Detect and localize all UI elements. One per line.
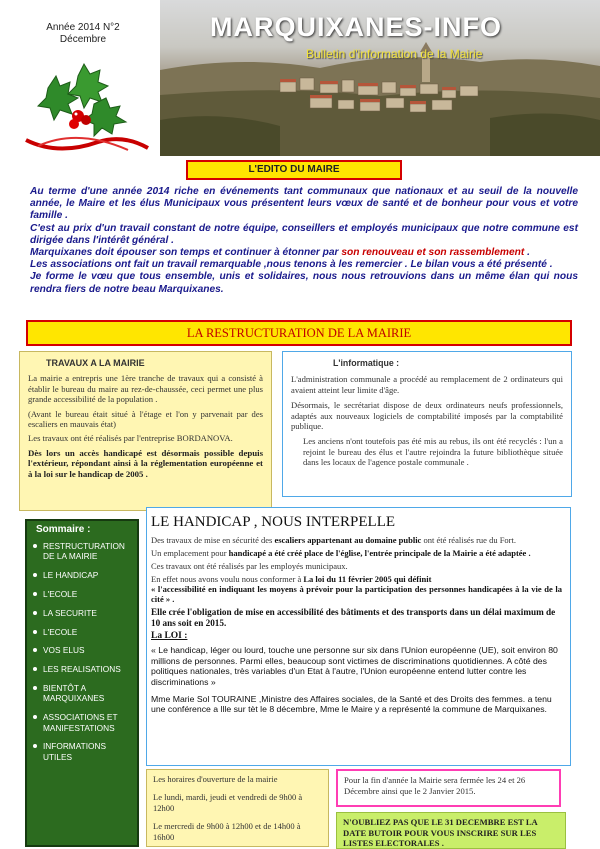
sommaire-item[interactable]: ASSOCIATIONS ET MANIFESTATIONS [31, 712, 133, 733]
handicap-text-run: ont été réalisés rue du Fort. [421, 535, 516, 545]
issue-month: Décembre [59, 34, 107, 45]
newsletter-title: MARQUIXANES-INFO [210, 12, 502, 42]
handicap-paragraph [151, 548, 562, 558]
horaires-line: Les horaires d'ouverture de la mairie [153, 774, 278, 784]
edito-highlight: son renouveau et son rassemblement [341, 247, 525, 259]
handicap-text-run: Un emplacement pour [151, 548, 229, 558]
handicap-text-run: Des travaux de mise en sécurité des [151, 535, 275, 545]
newsletter-subtitle: Bulletin d'information de la Mairie [306, 47, 483, 61]
edito-text-run: Marquixanes doit épouser son temps et continuer à étonner par [30, 247, 342, 259]
edito-heading: L'EDITO DU MAIRE [186, 160, 402, 180]
travaux-paragraph: (Avant le bureau était situé à l'étage et l'on y parvenait par des escaliers en mauvais état) [28, 408, 263, 430]
travaux-heading: TRAVAUX A LA MAIRIE [46, 358, 145, 368]
sommaire-heading: Sommaire : [36, 524, 91, 535]
sommaire-item[interactable]: L'ECOLE [31, 589, 133, 599]
travaux-paragraph-bold: Dès lors un accès handicapé est désormais possible depuis l'extérieur, répondant ainsi à la réglementation européenne et à la loi sur le handicap de 2005 . [28, 447, 263, 479]
handicap-law-reference: La loi du 11 février 2005 qui définit [303, 574, 432, 584]
handicap-box [146, 507, 571, 766]
handicap-paragraph [151, 535, 562, 545]
horaires-line: Le mercredi de 9h00 à 12h00 et de 14h00 à 16h00 [153, 821, 301, 842]
issue-info [28, 22, 138, 46]
holly-icon [18, 58, 158, 153]
handicap-bold-run: escaliers appartenant au domaine public [274, 535, 422, 545]
travaux-paragraph: Les travaux ont été réalisés par l'entreprise BORDANOVA. [28, 433, 233, 444]
sommaire-item[interactable]: L'ECOLE [31, 627, 133, 637]
sommaire-item[interactable]: BIENTÔT A MARQUIXANES [31, 683, 133, 704]
sommaire-item[interactable]: LE HANDICAP [31, 570, 133, 580]
handicap-paragraph: Ces travaux ont été réalisés par les employés municipaux. [151, 561, 348, 571]
edito-paragraph: Je forme le vœu que tous ensemble, unis et solidaires, nous nous retrouvions dans un même élan qui nous rendra fiers de notre beau Marquixanes. [30, 271, 578, 295]
informatique-box [282, 351, 572, 497]
informatique-paragraph: L'administration communale a procédé au remplacement de 2 ordinateurs qui avaient atteint leur limite d'âge. [291, 374, 563, 395]
sommaire-item[interactable]: RESTRUCTURATION DE LA MAIRIE [31, 541, 133, 562]
handicap-heading: LE HANDICAP , NOUS INTERPELLE [151, 514, 396, 530]
fermeture-notice: Pour la fin d'année la Mairie sera fermée les 24 et 26 Décembre ainsi que le 2 Janvier 2015. [336, 769, 561, 807]
handicap-bold-run: handicapé a été créé place de l'église, l'entrée principale de la Mairie a été adaptée . [228, 548, 531, 558]
sommaire-item[interactable]: VOS ELUS [31, 645, 133, 655]
sommaire-item[interactable]: LA SECURITE [31, 608, 133, 618]
sommaire-list [31, 541, 133, 762]
travaux-paragraph: La mairie a entrepris une 1ère tranche de travaux qui a consisté à établir le bureau du maire au rez-de-chaussée, ceci permet une plus grande accessibilité de la population . [28, 373, 263, 405]
issue-year-number: Année 2014 N°2 [46, 22, 120, 33]
village-photo-banner [160, 0, 600, 156]
informatique-paragraph: Désormais, le secrétariat dispose de deux ordinateurs neufs professionnels, adaptés aux nouveaux logiciels de comptabilité imposés par la comptabilité publique. [291, 400, 563, 432]
listes-electorales-notice: N'OUBLIEZ PAS QUE LE 31 DECEMBRE EST LA DATE BUTOIR POUR VOUS INSCRIRE SUR LES LISTES ELECTORALES . [336, 812, 566, 849]
loi-label: La LOI : [151, 631, 188, 642]
handicap-text-run: En effet nous avons voulu nous conformer à [151, 574, 304, 584]
horaires-box [146, 769, 329, 847]
sommaire-sidebar [25, 519, 139, 847]
edito-paragraph: C'est au prix d'un travail constant de notre équipe, conseillers et employés municipaux que notre commune est dirigée dans l'intérêt général . [30, 222, 578, 246]
edito-paragraph: Au terme d'une année 2014 riche en événements tant communaux que nationaux et au seuil de la nouvelle année, le Maire et les élus Municipaux vous présentent leurs vœux de santé et de bonheur pour vous et votre famille . [30, 186, 578, 222]
edito-paragraph [30, 247, 578, 259]
handicap-obligation: Elle crée l'obligation de mise en accessibilité des bâtiments et des transports dans un délai maximum de 10 ans soit en 2015. [151, 607, 556, 628]
edito-paragraph: Les associations ont fait un travail remarquable ,nous tenons à les remercier . Le bilan vous a été présenté . [30, 259, 553, 271]
informatique-paragraph: Les anciens n'ont toutefois pas été mis au rebus, ils ont été recyclés : l'un a rejoint le bureau des élus et l'autre rejoindra la future bibliothèque située dans les locaux de l'agence postale communale . [303, 436, 563, 468]
handicap-paragraph [151, 574, 562, 604]
horaires-line: Le lundi, mardi, jeudi et vendredi de 9h00 à 12h00 [153, 792, 303, 813]
travaux-box [19, 351, 272, 511]
restructuration-heading: LA RESTRUCTURATION DE LA MAIRIE [26, 320, 572, 346]
ministre-paragraph: Mme Marie Sol TOURAINE ,Ministre des Affaires sociales, de la Santé et des Droits des femmes. a tenu une conférence a llle sur tèt le 8 décembre, Mme le Maire y a représenté la commune de Marquixanes. [151, 693, 552, 715]
edito-text-run: . [524, 247, 530, 259]
handicap-bold-run: « l'accessibilité en indiquant les moyens à prévoir pour la participation des personnes handicapées à la vie de la cité » . [151, 584, 562, 604]
informatique-heading: L'informatique : [333, 358, 400, 368]
edito-text [30, 186, 578, 296]
sommaire-item[interactable]: LES REALISATIONS [31, 664, 133, 674]
loi-quote: « Le handicap, léger ou lourd, touche une personne sur six dans l'Union européenne (UE), soit environ 80 millions de personnes. Parmi elles, beaucoup sont victimes de discriminations quotidiennes. A côté des politiques nationales, très variables d'un Etat à l'autre, l'Union européenne entend lutter contre les discriminations » [151, 645, 558, 687]
sommaire-item[interactable]: INFORMATIONS UTILES [31, 741, 133, 762]
